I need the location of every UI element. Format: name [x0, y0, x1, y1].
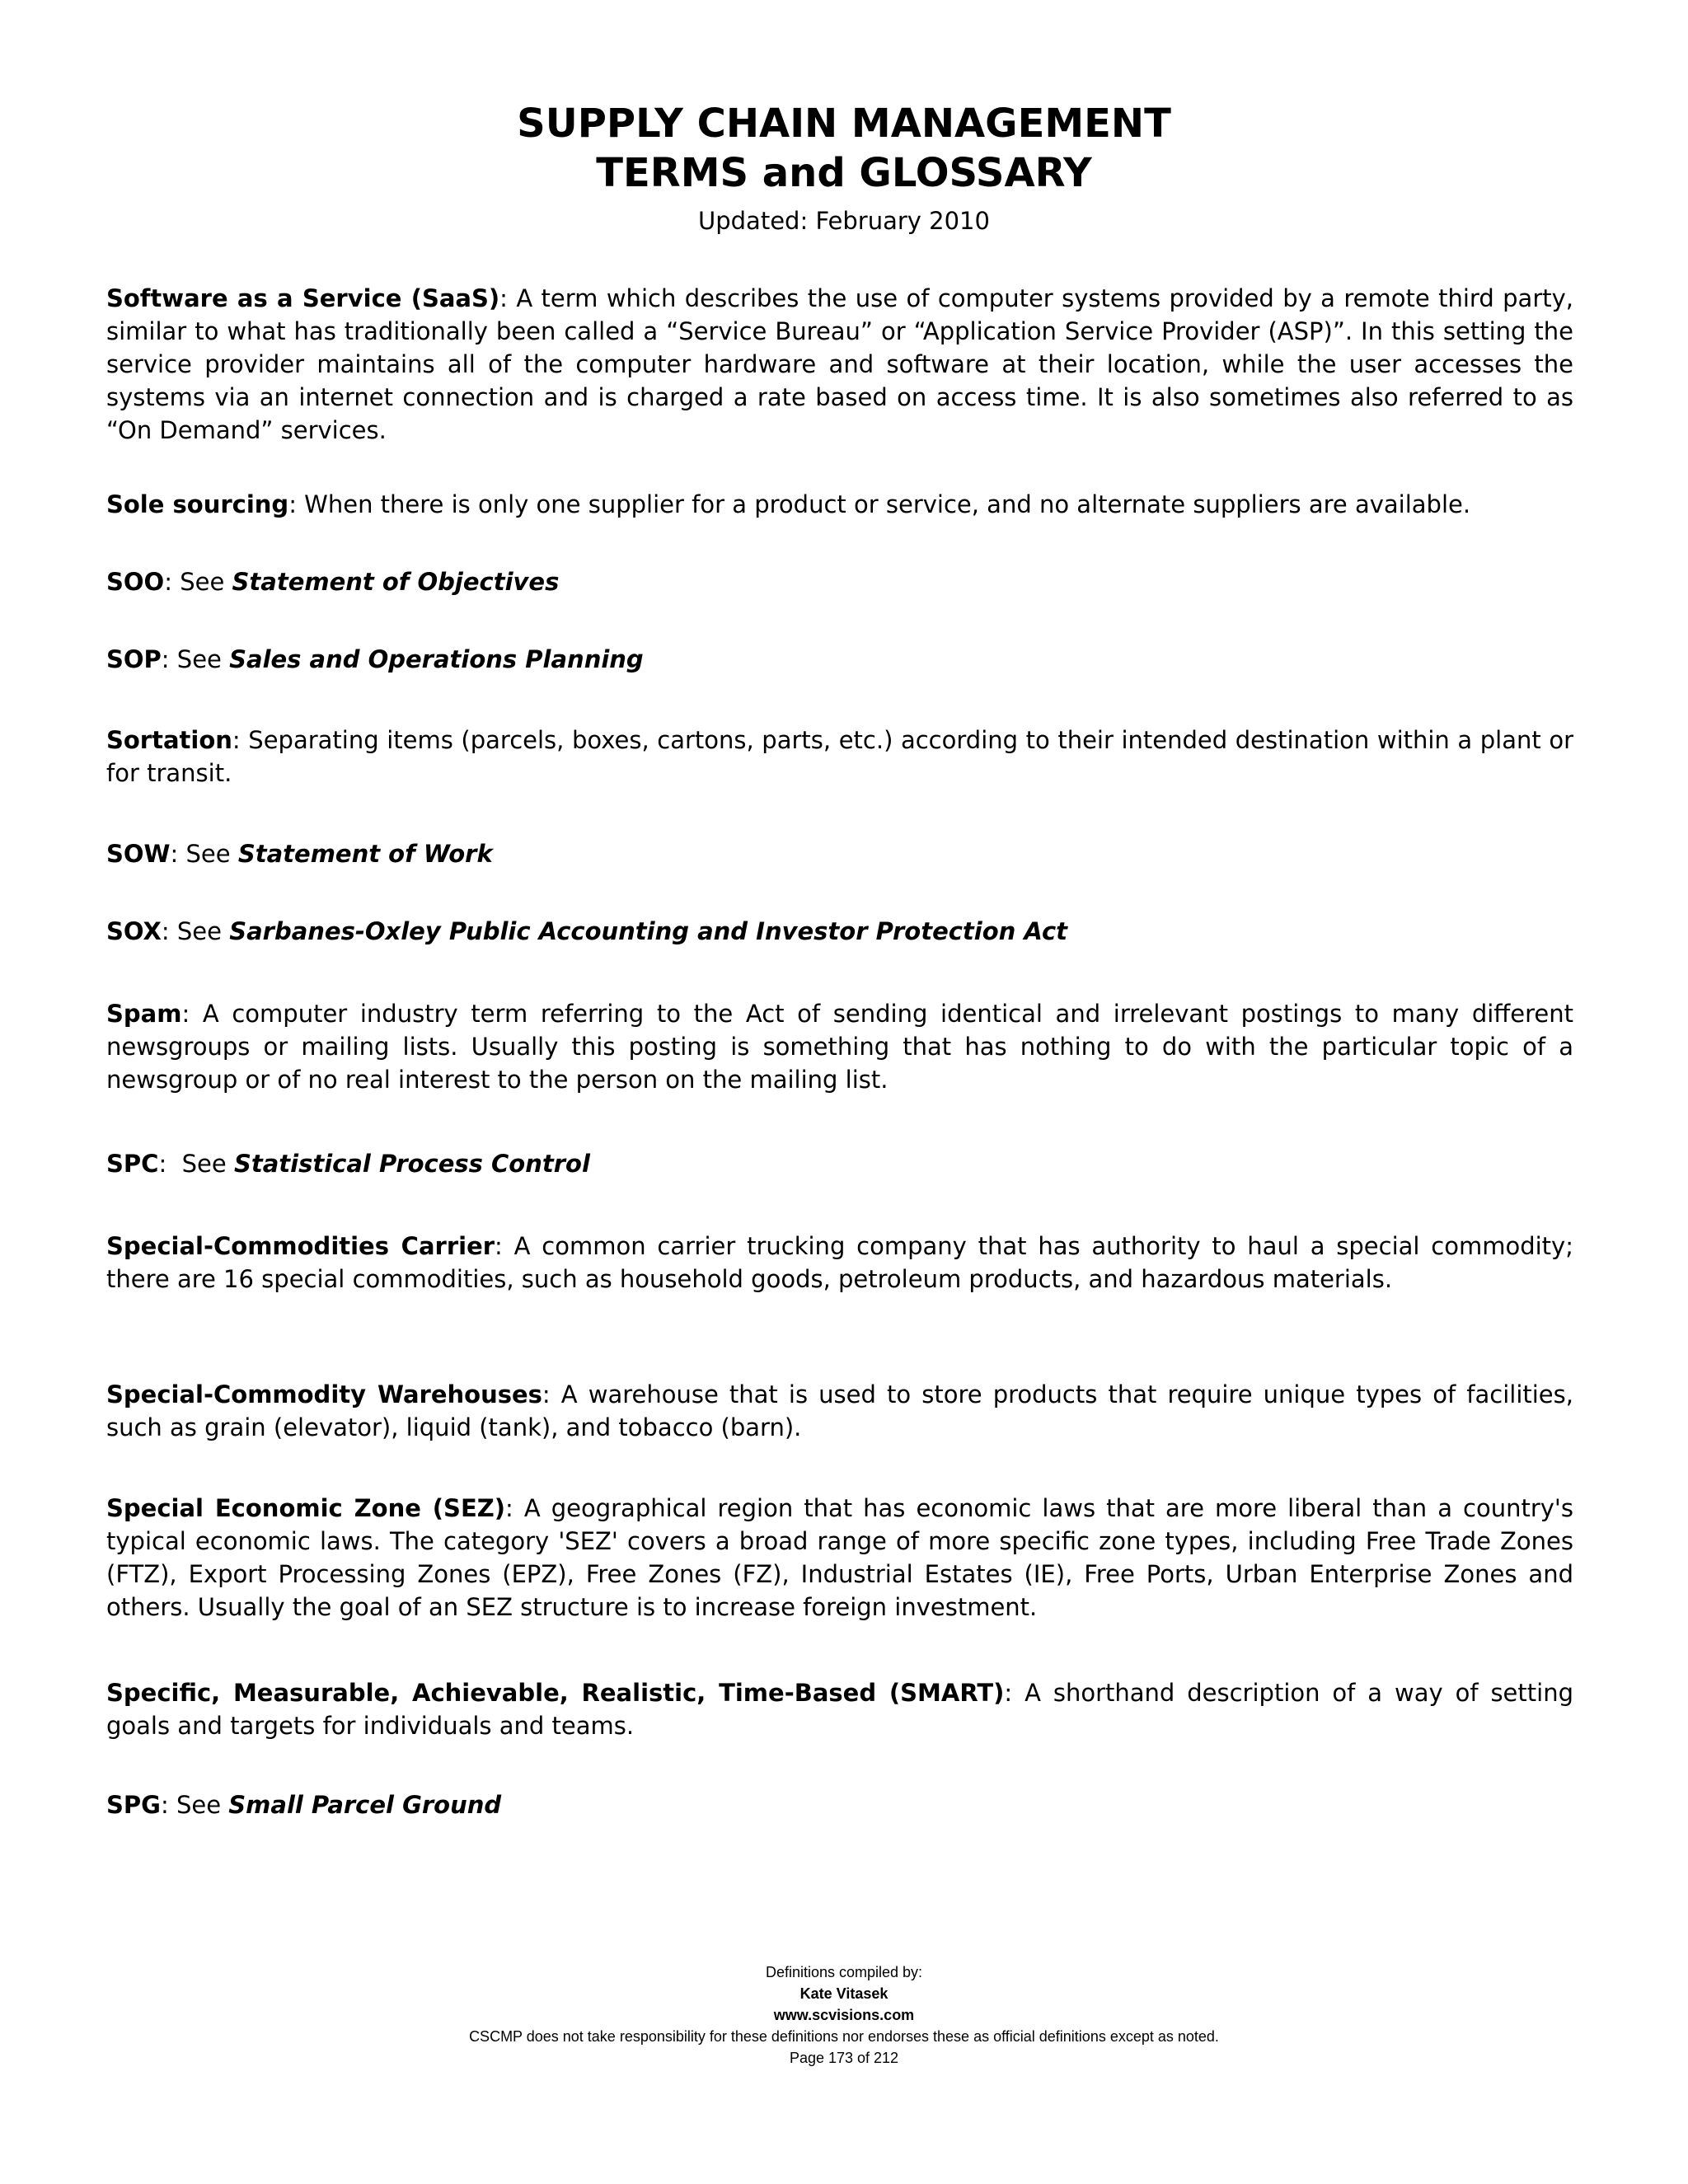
glossary-term: SPG	[106, 1791, 161, 1819]
glossary-term: Spam	[106, 1000, 182, 1028]
footer-disclaimer: CSCMP does not take responsibility for these definitions nor endorses these as official definitions except as noted.	[469, 2028, 1219, 2045]
glossary-cross-reference: Small Parcel Ground	[228, 1791, 502, 1819]
glossary-term: Special Economic Zone (SEZ)	[106, 1494, 506, 1522]
glossary-entry-special-commodity-warehouses	[106, 1378, 1573, 1444]
glossary-definition: : See	[161, 917, 230, 945]
glossary-entry-soo	[106, 565, 1573, 598]
document-title-line-1: SUPPLY CHAIN MANAGEMENT	[517, 101, 1171, 147]
glossary-term: Software as a Service (SaaS)	[106, 284, 500, 312]
glossary-entry-spc	[106, 1147, 1573, 1180]
glossary-definition: : See	[160, 1791, 229, 1819]
glossary-term: SOO	[106, 568, 165, 596]
glossary-term: Special-Commodity Warehouses	[106, 1380, 542, 1408]
glossary-entry-sox	[106, 915, 1573, 948]
glossary-term: Special-Commodities Carrier	[106, 1232, 495, 1260]
glossary-term: SPC	[106, 1150, 159, 1178]
document-title-line-2: TERMS and GLOSSARY	[596, 150, 1092, 196]
glossary-entry-special-commodities-carrier	[106, 1230, 1573, 1296]
footer-page-number: Page 173 of 212	[789, 2050, 899, 2066]
glossary-definition: : See	[164, 568, 232, 596]
glossary-cross-reference: Statement of Objectives	[232, 568, 560, 596]
glossary-definition: : See	[158, 1150, 234, 1178]
glossary-cross-reference: Sarbanes-Oxley Public Accounting and Investor Protection Act	[229, 917, 1067, 945]
glossary-definition: : A warehouse that is used to store products that require unique types of facilities, such as grain (elevator), liquid (tank), and tobacco (barn).	[106, 1380, 1573, 1441]
glossary-definition: : A computer industry term referring to the Act of sending identical and irrelevant postings to many different newsgroups or mailing lists. Usually this posting is something that has nothing to do with the particular topic of a newsgroup or of no real interest to the person on the mailing list.	[106, 1000, 1573, 1094]
glossary-entry-sole-sourcing	[106, 488, 1573, 521]
glossary-definition: : See	[170, 840, 238, 868]
document-header	[0, 99, 1688, 237]
glossary-entry-sow	[106, 837, 1573, 870]
glossary-term: SOP	[106, 645, 162, 673]
glossary-entry-sop	[106, 643, 1573, 676]
footer-author: Kate Vitasek	[799, 1985, 889, 2002]
footer-compiled-by: Definitions compiled by:	[765, 1964, 923, 1980]
glossary-definition: : A geographical region that has economic laws that are more liberal than a country's typical economic laws. The category 'SEZ' covers a broad range of more specific zone types, including Free Trade Zones (FTZ), Export Processing Zones (EPZ), Free Zones (FZ), Industrial Estates (IE), Free Ports, Urban Enterprise Zones and others. Usually the goal of an SEZ structure is to increase foreign investment.	[106, 1494, 1573, 1621]
page-footer	[0, 1961, 1688, 2069]
glossary-definition: : See	[161, 645, 230, 673]
glossary-definition: : Separating items (parcels, boxes, cartons, parts, etc.) according to their intended destination within a plant or for transit.	[106, 726, 1573, 787]
glossary-term: SOW	[106, 840, 171, 868]
glossary-term: SOX	[106, 917, 162, 945]
glossary-entry-saas	[106, 282, 1573, 447]
glossary-entry-spg	[106, 1788, 1573, 1821]
glossary-term: Specific, Measurable, Achievable, Realistic, Time-Based (SMART)	[106, 1679, 1005, 1707]
updated-date: Updated: February 2010	[698, 207, 990, 235]
glossary-cross-reference: Statement of Work	[237, 840, 493, 868]
glossary-entry-sortation	[106, 724, 1573, 790]
glossary-term: Sole sourcing	[106, 490, 289, 518]
glossary-definition: : A term which describes the use of computer systems provided by a remote third party, similar to what has traditionally been called a “Service Bureau” or “Application Service Provider (ASP)”. In this setting the service provider maintains all of the computer hardware and software at their location, while the user accesses the systems via an internet connection and is charged a rate based on access time. It is also sometimes also referred to as “On Demand” services.	[106, 284, 1573, 444]
glossary-entry-spam	[106, 997, 1573, 1096]
glossary-definition: : A shorthand description of a way of setting goals and targets for individuals and teams.	[106, 1679, 1573, 1740]
footer-website: www.scvisions.com	[773, 2007, 915, 2023]
glossary-entry-smart	[106, 1676, 1573, 1742]
glossary-term: Sortation	[106, 726, 232, 754]
glossary-cross-reference: Sales and Operations Planning	[229, 645, 644, 673]
glossary-definition: : A common carrier trucking company that has authority to haul a special commodity; there are 16 special commodities, such as household goods, petroleum products, and hazardous materials.	[106, 1232, 1573, 1293]
glossary-entry-sez	[106, 1492, 1573, 1624]
glossary-definition: : When there is only one supplier for a product or service, and no alternate suppliers are available.	[288, 490, 1471, 518]
glossary-cross-reference: Statistical Process Control	[233, 1150, 590, 1178]
